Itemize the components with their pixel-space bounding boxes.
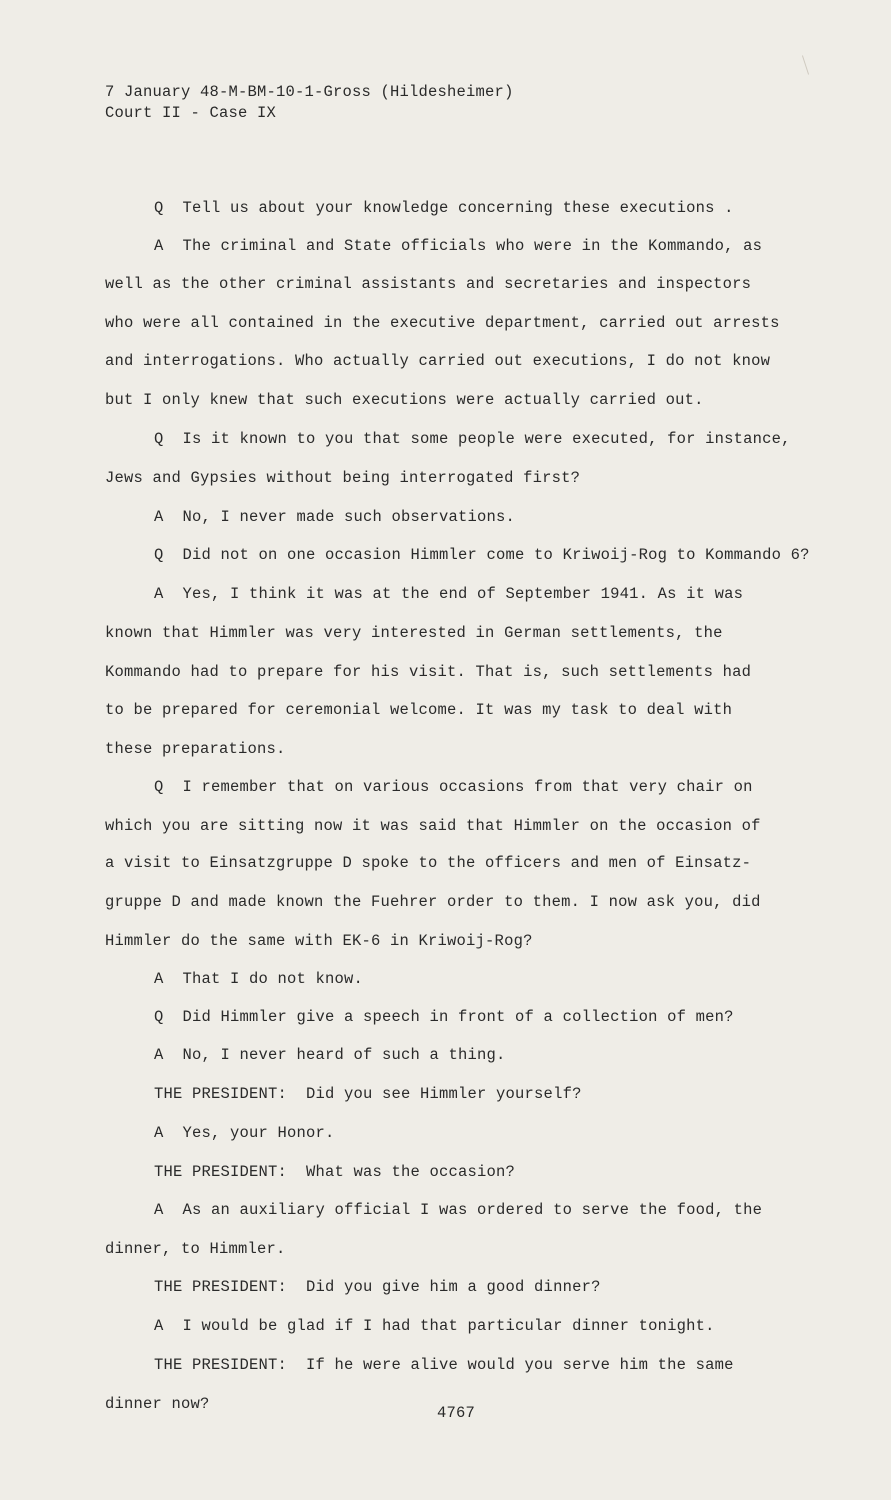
transcript-line: dinner, to Himmler. <box>105 1240 286 1258</box>
transcript-line: A No, I never heard of such a thing. <box>154 1046 506 1064</box>
transcript-line: Kommando had to prepare for his visit. That is, such settlements had <box>105 663 752 681</box>
transcript-line: Jews and Gypsies without being interrogated first? <box>105 469 581 487</box>
transcript-line: A I would be glad if I had that particular dinner tonight. <box>154 1317 715 1335</box>
transcript-line: a visit to Einsatzgruppe D spoke to the officers and men of Einsatz- <box>105 854 752 872</box>
transcript-line: which you are sitting now it was said that Himmler on the occasion of <box>105 817 761 835</box>
transcript-line: Q Did not on one occasion Himmler come to Kriwoij-Rog to Kommando 6? <box>154 546 810 564</box>
transcript-line: THE PRESIDENT: Did you see Himmler yourself? <box>154 1085 582 1103</box>
transcript-line: THE PRESIDENT: If he were alive would you serve him the same <box>154 1356 734 1374</box>
transcript-line: A Yes, I think it was at the end of September 1941. As it was <box>154 585 744 603</box>
transcript-line: A The criminal and State officials who were in the Kommando, as <box>154 237 763 255</box>
transcript-line: Q Tell us about your knowledge concerning these executions . <box>154 199 734 217</box>
page-number: 4767 <box>437 1404 476 1422</box>
paper-mark <box>802 55 809 74</box>
transcript-line: these preparations. <box>105 740 286 758</box>
transcript-line: well as the other criminal assistants and secretaries and inspectors <box>105 275 752 293</box>
transcript-line: A Yes, your Honor. <box>154 1124 335 1142</box>
transcript-line: THE PRESIDENT: Did you give him a good dinner? <box>154 1278 601 1296</box>
transcript-line: A No, I never made such observations. <box>154 508 516 526</box>
transcript-line: A That I do not know. <box>154 970 364 988</box>
transcript-line: who were all contained in the executive department, carried out arrests <box>105 314 780 332</box>
transcript-line: gruppe D and made known the Fuehrer order to them. I now ask you, did <box>105 893 761 911</box>
transcript-line: Q Did Himmler give a speech in front of a collection of men? <box>154 1008 734 1026</box>
transcript-line: but I only knew that such executions were actually carried out. <box>105 391 704 409</box>
transcript-line: to be prepared for ceremonial welcome. It was my task to deal with <box>105 701 733 719</box>
transcript-line: A As an auxiliary official I was ordered to serve the food, the <box>154 1201 763 1219</box>
transcript-line: Himmler do the same with EK-6 in Kriwoij-Rog? <box>105 932 533 950</box>
transcript-line: dinner now? <box>105 1395 210 1413</box>
transcript-line: and interrogations. Who actually carried out executions, I do not know <box>105 352 771 370</box>
transcript-line: Q Is it known to you that some people were executed, for instance, <box>154 430 791 448</box>
transcript-line: THE PRESIDENT: What was the occasion? <box>154 1163 516 1181</box>
header-case-reference: 7 January 48-M-BM-10-1-Gross (Hildesheimer) <box>105 83 514 101</box>
transcript-line: known that Himmler was very interested in German settlements, the <box>105 624 723 642</box>
transcript-line: Q I remember that on various occasions from that very chair on <box>154 778 753 796</box>
header-court-case: Court II - Case IX <box>105 104 277 122</box>
